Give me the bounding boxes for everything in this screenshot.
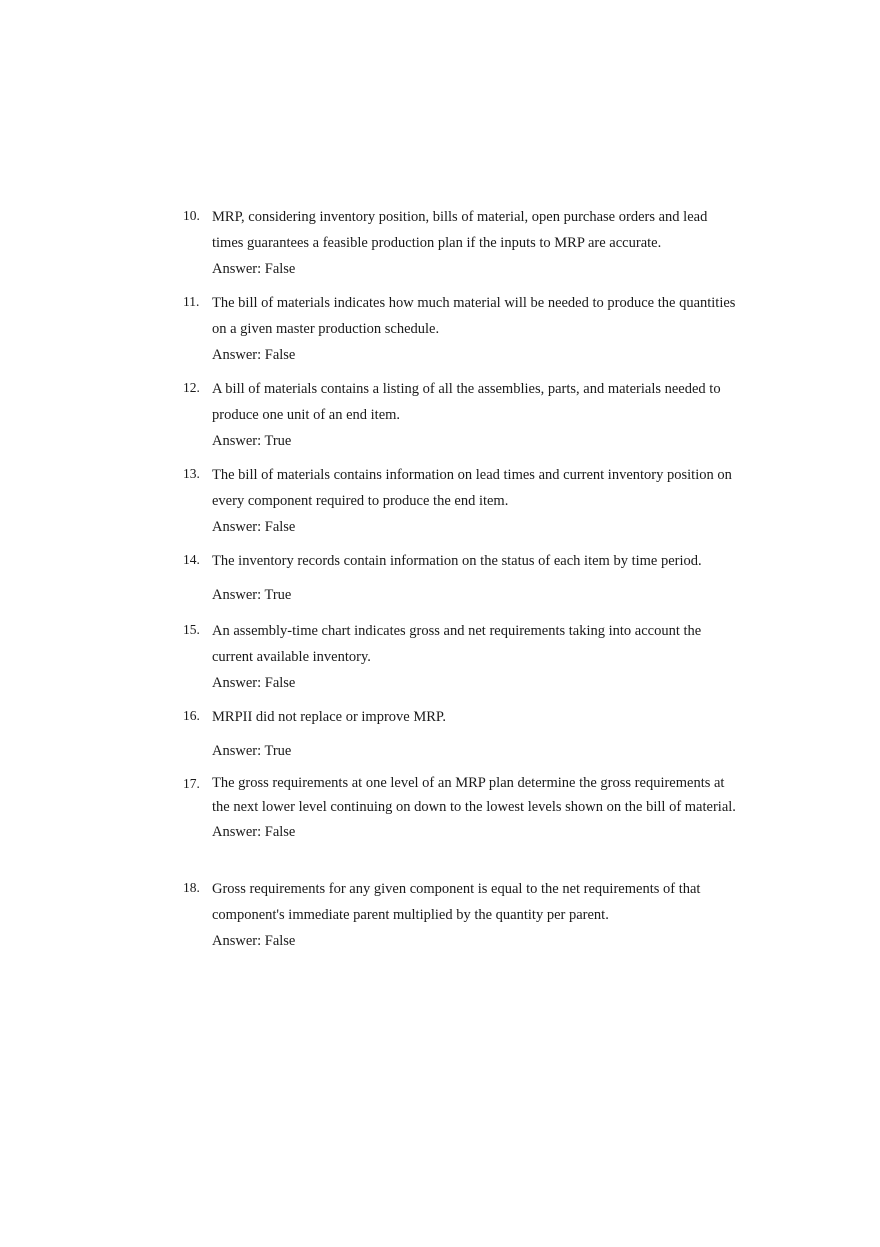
question-number: 18. (183, 880, 200, 895)
question-number: 13. (183, 466, 200, 481)
question-number: 16. (183, 708, 200, 723)
question-11 (180, 290, 740, 376)
question-answer: Answer: True (212, 743, 292, 759)
question-10 (180, 204, 740, 290)
question-list (180, 204, 740, 954)
question-text: Gross requirements for any given component is equal to the net requirements of that component's immediate parent multiplied by the quantity per parent. (212, 881, 701, 923)
question-14 (180, 548, 740, 618)
question-number: 12. (183, 380, 200, 395)
question-text: A bill of materials contains a listing of all the assemblies, parts, and materials needed to produce one unit of an end item. (212, 381, 721, 423)
question-number: 14. (183, 552, 200, 567)
question-15 (180, 618, 740, 704)
question-text: The gross requirements at one level of an MRP plan determine the gross requirements at the next lower level continuing on down to the lowest levels shown on the bill of material. (212, 775, 736, 815)
question-answer: Answer: False (212, 933, 296, 949)
question-17 (180, 772, 740, 876)
question-answer: Answer: True (212, 587, 292, 603)
question-number: 17. (183, 776, 200, 791)
question-text: MRPII did not replace or improve MRP. (212, 709, 446, 725)
question-answer: Answer: False (212, 347, 296, 363)
question-text: The bill of materials contains information on lead times and current inventory position on every component required to produce the end item. (212, 467, 732, 509)
question-answer: Answer: False (212, 519, 296, 535)
question-18 (180, 876, 740, 954)
question-text: An assembly-time chart indicates gross and net requirements taking into account the current available inventory. (212, 623, 702, 665)
question-16 (180, 704, 740, 772)
question-answer: Answer: False (212, 261, 296, 277)
question-answer: Answer: False (212, 675, 296, 691)
question-12 (180, 376, 740, 462)
question-number: 15. (183, 622, 200, 637)
question-answer: Answer: True (212, 433, 292, 449)
question-13 (180, 462, 740, 548)
question-number: 11. (183, 294, 200, 309)
question-answer: Answer: False (212, 824, 296, 840)
question-text: MRP, considering inventory position, bills of material, open purchase orders and lead times guarantees a feasible production plan if the inputs to MRP are accurate. (212, 209, 708, 251)
question-text: The inventory records contain information on the status of each item by time period. (212, 553, 702, 569)
question-text: The bill of materials indicates how much material will be needed to produce the quantities on a given master production schedule. (212, 295, 736, 337)
question-number: 10. (183, 208, 200, 223)
